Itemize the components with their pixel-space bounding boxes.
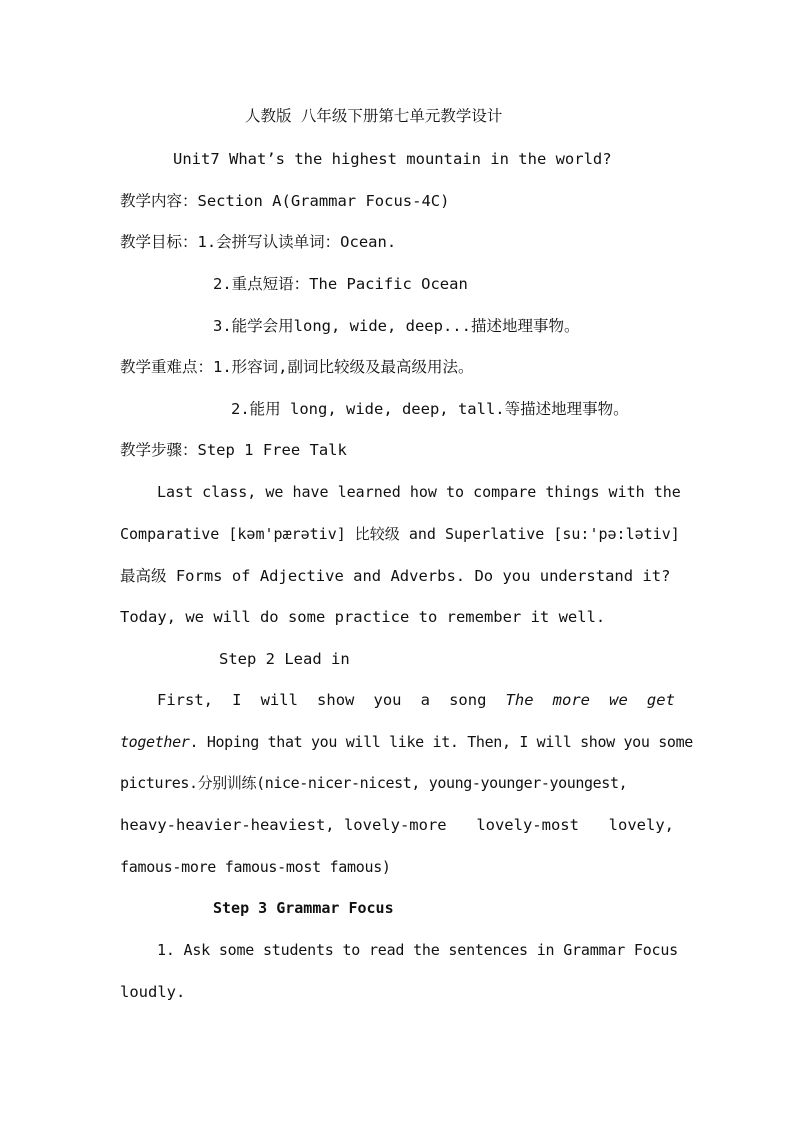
step1-paragraph-line: Last class, we have learned how to compare things with the [157,483,681,501]
step3-heading: Step 3 Grammar Focus [213,899,394,917]
song-title-word: more [552,691,590,709]
text: lovely, [608,816,674,834]
teaching-content: 教学内容：Section A(Grammar Focus-4C) [120,192,450,210]
step2-paragraph-line: famous-more famous-most famous) [120,858,391,876]
song-title-word: we [609,691,628,709]
teaching-objective-1: 教学目标：1.会拼写认读单词：Ocean. [120,233,397,251]
text: . Hoping that you will like it. Then, I will show you some [189,733,693,751]
step3-paragraph-line: 1. Ask some students to read the sentences in Grammar Focus [157,941,679,959]
step2-paragraph-line [120,732,693,752]
word: First, [157,691,213,709]
step2-paragraph-line [120,815,674,835]
word: a [420,691,430,709]
step3-paragraph-line: loudly. [120,983,186,1001]
word: you [373,691,402,709]
song-title-word: get [646,691,675,709]
text: lovely-most [476,816,579,834]
document-title: 人教版 八年级下册第七单元教学设计 [245,107,503,125]
song-title-word: The [505,691,534,709]
song-title-end: together [120,733,190,751]
step1-paragraph-line: Comparative [kəm'pærətiv] 比较级 and Superlative [su:'pə:lətiv] [120,525,680,543]
step1-paragraph-line: 最高级 Forms of Adjective and Adverbs. Do you understand it? [120,567,671,585]
step2-heading: Step 2 Lead in [219,650,350,668]
teaching-objective-2: 2.重点短语：The Pacific Ocean [213,275,468,293]
key-point-2: 2.能用 long, wide, deep, tall.等描述地理事物。 [231,400,629,418]
step2-paragraph-line [157,690,675,710]
word: song [449,691,487,709]
steps-heading: 教学步骤：Step 1 Free Talk [120,441,347,459]
teaching-objective-3: 3.能学会用long, wide, deep...描述地理事物。 [213,317,580,335]
text: heavy-heavier-heaviest, lovely-more [120,816,447,834]
step1-paragraph-line: Today, we will do some practice to remember it well. [120,608,606,626]
word: I [232,691,242,709]
unit-title: Unit7 What’s the highest mountain in the world? [173,150,612,168]
word: will [260,691,298,709]
key-point-1: 教学重难点：1.形容词,副词比较级及最高级用法。 [120,358,474,376]
step2-paragraph-line: pictures.分别训练(nice-nicer-nicest, young-younger-youngest, [120,774,628,792]
word: show [317,691,355,709]
